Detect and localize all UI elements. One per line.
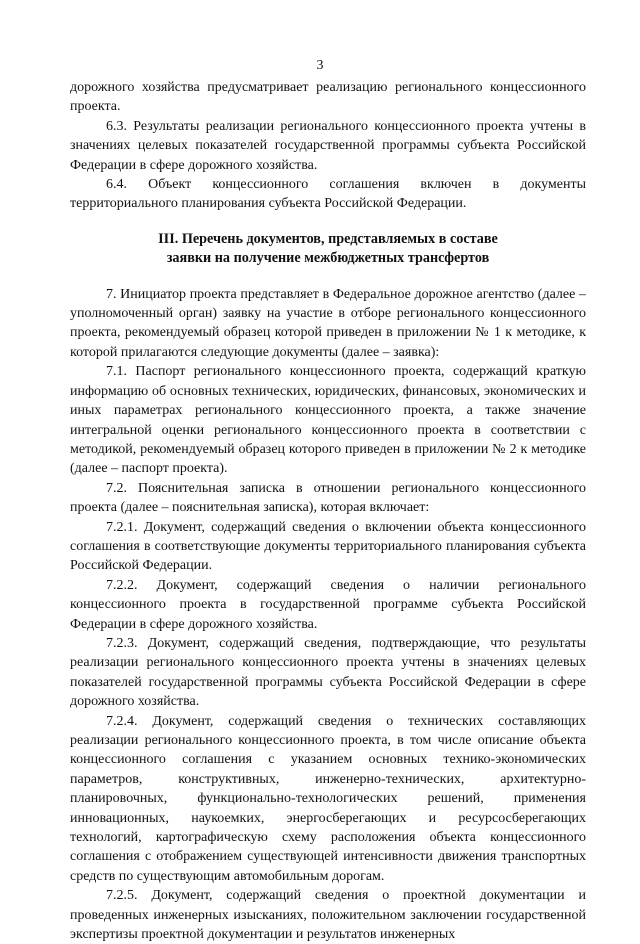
- paragraph-7-1: 7.1. Паспорт регионального концессионного проекта, содержащий краткую информацию об основных технических, юридических, финансовых, экономических и иных параметрах регионального концессионного проекта, а также значение интегральной оценки регионального концессионного проекта в соответствии с методикой, рекомендуемый образец которого приведен в приложении № 2 к методике (далее – паспорт проекта).: [70, 364, 586, 477]
- paragraph-7-2-2: 7.2.2. Документ, содержащий сведения о наличии регионального концессионного проекта в государственной программе субъекта Российской Федерации в сфере дорожного хозяйства.: [70, 577, 586, 632]
- paragraph-7-2-1: 7.2.1. Документ, содержащий сведения о включении объекта концессионного соглашения в соответствующие документы территориального планирования субъекта Российской Федерации.: [70, 519, 586, 574]
- paragraph-continuation: дорожного хозяйства предусматривает реализацию регионального концессионного проекта.: [70, 80, 586, 115]
- section-heading: [70, 230, 586, 269]
- section-heading-line-1: III. Перечень документов, представляемых в составе: [158, 230, 498, 247]
- paragraph-7-2: 7.2. Пояснительная записка в отношении регионального концессионного проекта (далее – пояснительная записка), которая включает:: [70, 480, 586, 516]
- paragraph-6-4: 6.4. Объект концессионного соглашения включен в документы территориального планирования субъекта Российской Федерации.: [70, 177, 586, 212]
- paragraph-7: 7. Инициатор проекта представляет в Федеральное дорожное агентство (далее – уполномоченный орган) заявку на участие в отборе регионального концессионного проекта, рекомендуемый образец которой приведен в приложении № 1 к методике, к которой прилагаются следующие документы (далее – заявка):: [70, 286, 586, 360]
- document-body: [70, 78, 586, 944]
- paragraph-7-2-5: 7.2.5. Документ, содержащий сведения о проектной документации и проведенных инженерных изысканиях, положительном заключении государственной экспертизы проектной документации и результатов инженерных: [70, 888, 586, 943]
- paragraph-6-3: 6.3. Результаты реализации регионального концессионного проекта учтены в значениях целевых показателей государственной программы субъекта Российской Федерации в сфере дорожного хозяйства.: [70, 118, 586, 173]
- paragraph-7-2-3: 7.2.3. Документ, содержащий сведения, подтверждающие, что результаты реализации регионального концессионного проекта учтены в значениях целевых показателей государственной программы субъекта Российской Федерации в сфере дорожного хозяйства.: [70, 635, 586, 710]
- section-heading-line-2: заявки на получение межбюджетных трансфертов: [166, 250, 490, 267]
- page-number: 3: [316, 58, 324, 73]
- paragraph-7-2-4: 7.2.4. Документ, содержащий сведения о технических составляющих реализации регионального концессионного проекта, в том числе описание объекта концессионного соглашения с указанием основных технико-экономических параметров, конструктивных, инженерно-технических, архитектурно-планировочных, функционально-технологических решений, применения инновационных, наукоемких, энергосберегающих и ресурсосберегающих технологий, картографическую схему расположения объекта концессионного соглашения с отображением существующей интенсивности движения транспортных средств по существующим автомобильным дорогам.: [70, 713, 586, 884]
